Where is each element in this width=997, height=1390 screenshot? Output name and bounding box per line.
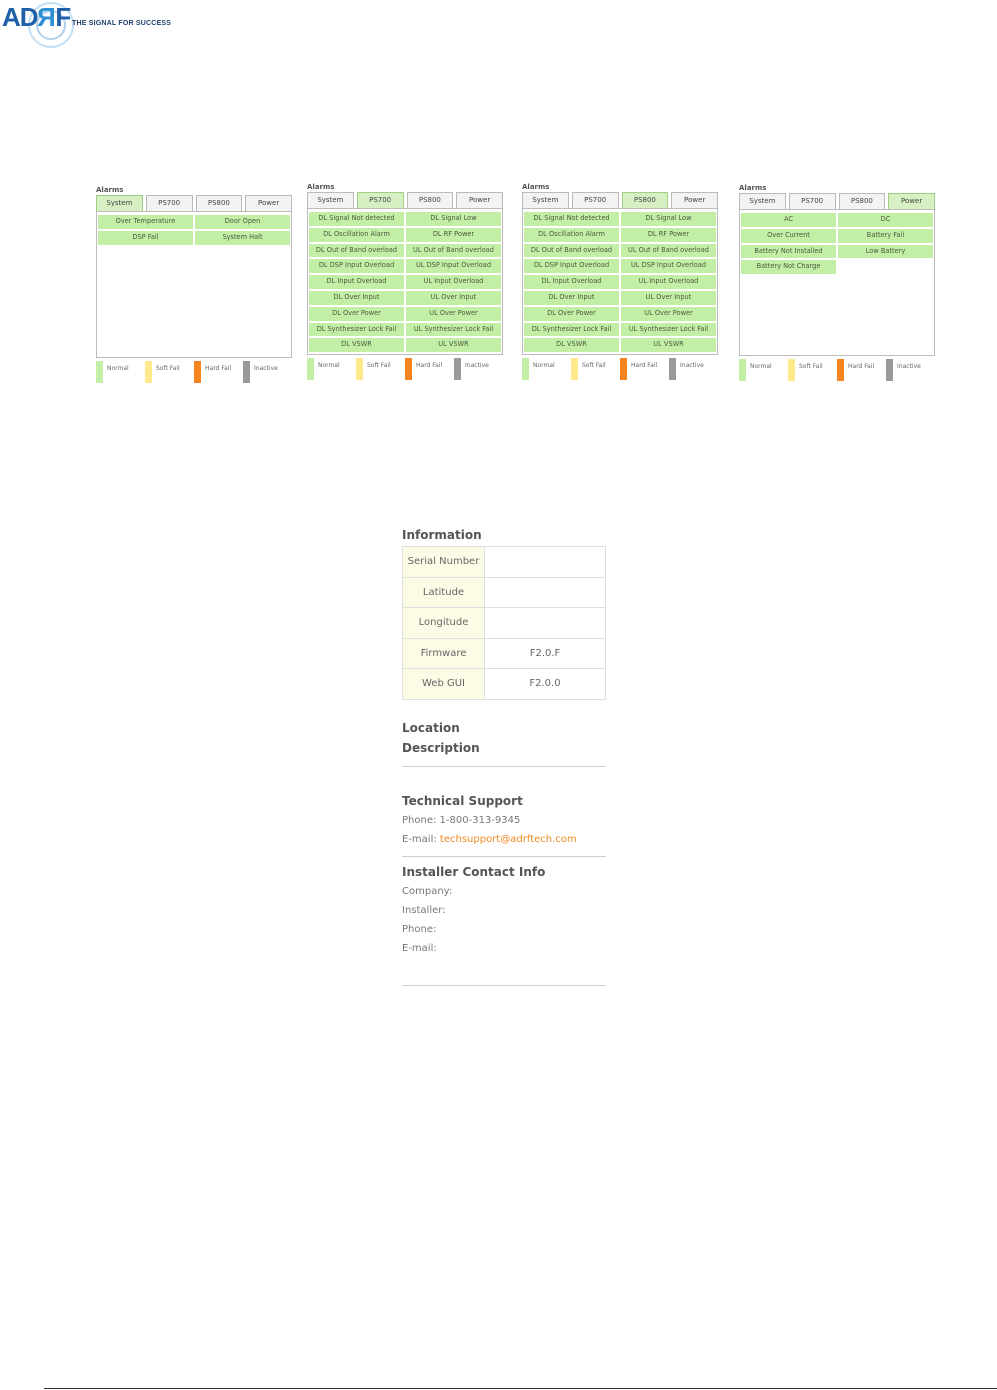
alarm-indicator: DL VSWR (524, 338, 619, 352)
firmware-value: F2.0.F (485, 638, 606, 669)
alarm-indicator: UL Over Input (621, 291, 716, 305)
legend-item (522, 358, 571, 380)
installer-phone-label: Phone: (402, 924, 437, 935)
web-gui-label: Web GUI (403, 669, 485, 700)
legend-swatch (669, 358, 676, 380)
alarm-panel (96, 186, 292, 383)
legend-label: Normal (533, 362, 555, 369)
phone-value: 1-800-313-9345 (439, 815, 521, 826)
alarm-panel (307, 183, 503, 380)
alarm-tabs (96, 195, 292, 211)
alarm-indicator: DL Signal Not detected (309, 212, 404, 226)
tab-system[interactable]: System (739, 193, 786, 209)
divider (402, 985, 606, 986)
legend-swatch (571, 358, 578, 380)
alarm-indicator: UL Over Input (406, 291, 501, 305)
alarm-legend (739, 359, 935, 381)
alarm-indicator: DL Out of Band overload (309, 244, 404, 258)
alarm-indicator: Door Open (195, 215, 290, 229)
tab-ps700[interactable]: PS700 (146, 195, 193, 211)
legend-item (669, 358, 718, 380)
alarm-indicator: UL DSP Input Overload (406, 259, 501, 273)
alarm-grid (98, 215, 290, 245)
tech-support-email (402, 834, 577, 845)
alarm-indicator: DC (838, 213, 933, 227)
firmware-label: Firmware (403, 638, 485, 669)
legend-label: Soft Fail (582, 362, 606, 369)
tab-ps800[interactable]: PS800 (839, 193, 886, 209)
alarm-indicator: AC (741, 213, 836, 227)
description-label: Description (402, 741, 480, 755)
legend-label: Inactive (680, 362, 704, 369)
alarm-indicator: UL DSP Input Overload (621, 259, 716, 273)
alarm-indicator: DL Synthesizer Lock Fail (309, 323, 404, 337)
tab-power[interactable]: Power (245, 195, 292, 211)
alarm-legend (307, 358, 503, 380)
alarm-indicator: DL Signal Low (621, 212, 716, 226)
tab-system[interactable]: System (522, 192, 569, 208)
alarm-indicator: UL VSWR (406, 338, 501, 352)
tab-ps700[interactable]: PS700 (789, 193, 836, 209)
alarm-tabs (522, 192, 718, 208)
alarm-indicator: Battery Not Charge (741, 260, 836, 274)
legend-label: Normal (750, 363, 772, 370)
location-label: Location (402, 721, 460, 735)
alarm-panel (739, 184, 935, 381)
legend-swatch (96, 361, 103, 383)
alarm-indicator: DL Over Input (309, 291, 404, 305)
alarm-indicator: UL Out of Band overload (621, 244, 716, 258)
alarm-list (522, 208, 718, 355)
information-section (402, 528, 606, 700)
alarm-grid (741, 213, 933, 274)
tab-ps700[interactable]: PS700 (357, 192, 404, 208)
serial-number-label: Serial Number (403, 547, 485, 578)
alarm-indicator: UL Over Power (621, 307, 716, 321)
tab-ps800[interactable]: PS800 (622, 192, 669, 208)
alarm-indicator: DL DSP Input Overload (309, 259, 404, 273)
alarm-list (739, 209, 935, 356)
legend-swatch (405, 358, 412, 380)
alarm-indicator: UL Input Overload (406, 275, 501, 289)
alarm-indicator: System Halt (195, 231, 290, 245)
legend-item (405, 358, 454, 380)
legend-item (454, 358, 503, 380)
legend-label: Inactive (254, 365, 278, 372)
legend-label: Hard Fail (205, 365, 232, 372)
legend-item (194, 361, 243, 383)
legend-swatch (620, 358, 627, 380)
alarm-panel-title: Alarms (96, 186, 124, 194)
legend-swatch (145, 361, 152, 383)
alarm-panel-title: Alarms (307, 183, 335, 191)
legend-swatch (243, 361, 250, 383)
legend-label: Soft Fail (156, 365, 180, 372)
alarm-tabs (739, 193, 935, 209)
legend-label: Hard Fail (848, 363, 875, 370)
legend-swatch (454, 358, 461, 380)
tab-power[interactable]: Power (456, 192, 503, 208)
alarm-indicator: Low Battery (838, 245, 933, 259)
alarm-indicator: DL Oscillation Alarm (524, 228, 619, 242)
installer-name-label: Installer: (402, 905, 446, 916)
alarm-indicator: DSP Fail (98, 231, 193, 245)
alarm-indicator: Over Temperature (98, 215, 193, 229)
tab-power[interactable]: Power (888, 193, 935, 209)
latitude-value (485, 577, 606, 608)
legend-label: Hard Fail (416, 362, 443, 369)
tech-support-phone (402, 815, 520, 826)
alarm-indicator: UL Out of Band overload (406, 244, 501, 258)
legend-label: Hard Fail (631, 362, 658, 369)
installer-title: Installer Contact Info (402, 865, 546, 879)
email-link[interactable]: techsupport@adrftech.com (439, 834, 577, 845)
alarm-legend (96, 361, 292, 383)
alarm-indicator: UL Input Overload (621, 275, 716, 289)
installer-company-label: Company: (402, 886, 453, 897)
legend-swatch (194, 361, 201, 383)
legend-label: Normal (107, 365, 129, 372)
email-label: E-mail: (402, 834, 437, 845)
legend-swatch (307, 358, 314, 380)
legend-swatch (739, 359, 746, 381)
alarm-grid (309, 212, 501, 352)
alarm-panel-title: Alarms (739, 184, 767, 192)
table-row (403, 638, 606, 669)
divider (402, 856, 606, 857)
tab-power[interactable]: Power (671, 192, 718, 208)
alarm-indicator: UL Over Power (406, 307, 501, 321)
table-row (403, 577, 606, 608)
tab-ps700[interactable]: PS700 (572, 192, 619, 208)
alarm-panel (522, 183, 718, 380)
serial-number-value (485, 547, 606, 578)
longitude-label: Longitude (403, 608, 485, 639)
alarm-list (307, 208, 503, 355)
alarm-panel-title: Alarms (522, 183, 550, 191)
alarm-tabs (307, 192, 503, 208)
alarm-indicator: UL VSWR (621, 338, 716, 352)
installer-email-label: E-mail: (402, 943, 437, 954)
alarm-indicator: DL Over Power (524, 307, 619, 321)
legend-label: Normal (318, 362, 340, 369)
alarm-indicator: DL RF Power (406, 228, 501, 242)
alarm-indicator: DL Signal Low (406, 212, 501, 226)
tab-ps800[interactable]: PS800 (407, 192, 454, 208)
alarm-list (96, 211, 292, 358)
alarm-indicator: UL Synthesizer Lock Fail (621, 323, 716, 337)
table-row (403, 669, 606, 700)
alarm-indicator: DL Over Power (309, 307, 404, 321)
company-logo (0, 0, 180, 52)
legend-item (886, 359, 935, 381)
alarm-legend (522, 358, 718, 380)
legend-item (145, 361, 194, 383)
web-gui-value: F2.0.0 (485, 669, 606, 700)
alarm-indicator: DL Input Overload (309, 275, 404, 289)
alarm-grid (524, 212, 716, 352)
legend-item (96, 361, 145, 383)
information-title: Information (402, 528, 482, 542)
legend-item (243, 361, 292, 383)
legend-item (307, 358, 356, 380)
alarm-indicator: DL Signal Not detected (524, 212, 619, 226)
alarm-indicator: DL Out of Band overload (524, 244, 619, 258)
tech-support-title: Technical Support (402, 794, 523, 808)
footer-rule (44, 1388, 997, 1389)
legend-label: Soft Fail (799, 363, 823, 370)
alarm-indicator: DL Input Overload (524, 275, 619, 289)
alarm-indicator: Battery Fail (838, 229, 933, 243)
phone-label: Phone: (402, 815, 437, 826)
legend-item (837, 359, 886, 381)
alarm-indicator: Battery Not Installed (741, 245, 836, 259)
longitude-value (485, 608, 606, 639)
legend-swatch (886, 359, 893, 381)
divider (402, 766, 606, 767)
alarm-indicator: Over Current (741, 229, 836, 243)
alarm-indicator: DL Synthesizer Lock Fail (524, 323, 619, 337)
alarm-indicator: DL Oscillation Alarm (309, 228, 404, 242)
legend-item (739, 359, 788, 381)
legend-swatch (356, 358, 363, 380)
logo-tagline: THE SIGNAL FOR SUCCESS (72, 20, 172, 27)
alarm-indicator: UL Synthesizer Lock Fail (406, 323, 501, 337)
legend-item (571, 358, 620, 380)
information-table (402, 546, 606, 700)
legend-item (620, 358, 669, 380)
tab-system[interactable]: System (307, 192, 354, 208)
legend-swatch (522, 358, 529, 380)
legend-swatch (788, 359, 795, 381)
alarm-indicator: DL VSWR (309, 338, 404, 352)
alarm-indicator: DL RF Power (621, 228, 716, 242)
alarm-indicator: DL Over Input (524, 291, 619, 305)
legend-item (356, 358, 405, 380)
legend-swatch (837, 359, 844, 381)
logo-brand: ADRF (2, 2, 71, 32)
alarm-indicator: DL DSP Input Overload (524, 259, 619, 273)
latitude-label: Latitude (403, 577, 485, 608)
tab-ps800[interactable]: PS800 (196, 195, 243, 211)
table-row (403, 608, 606, 639)
legend-label: Inactive (897, 363, 921, 370)
table-row (403, 547, 606, 578)
legend-label: Soft Fail (367, 362, 391, 369)
legend-label: Inactive (465, 362, 489, 369)
legend-item (788, 359, 837, 381)
tab-system[interactable]: System (96, 195, 143, 211)
